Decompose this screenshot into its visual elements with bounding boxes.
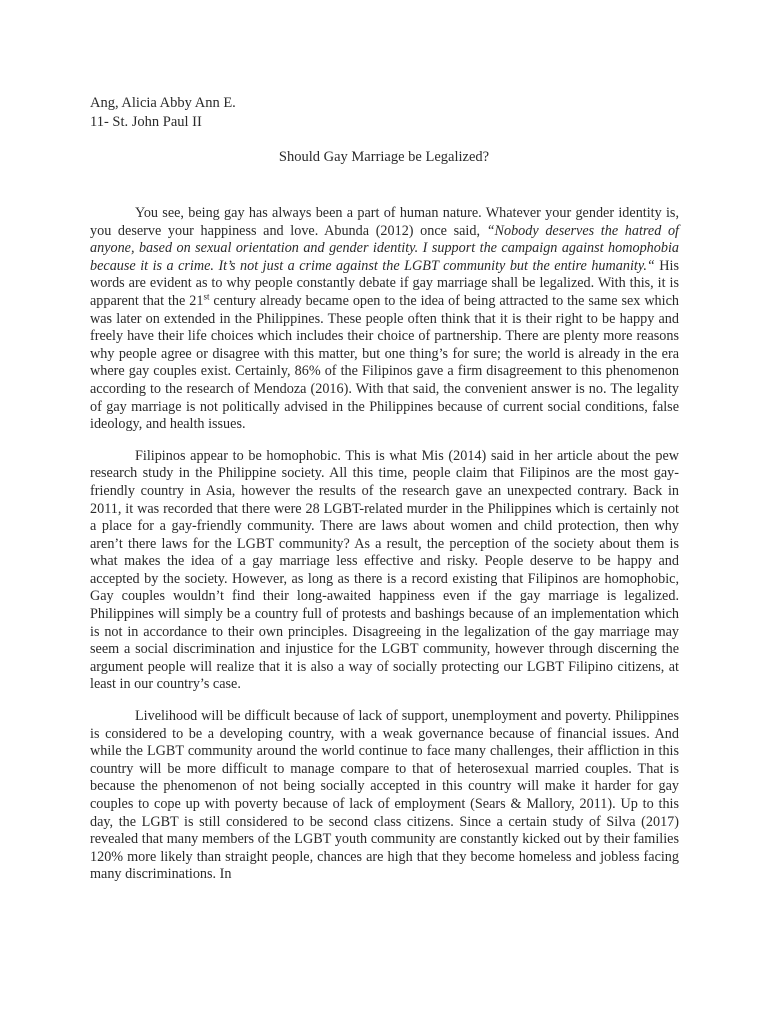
paragraph-1-text-a: You see, being gay has always been a part of human nature. Whatever your gender identity is, you deserve your happiness and love. Abunda (2012) once said,: [90, 205, 679, 239]
author-name: Ang, Alicia Abby Ann E.: [90, 95, 236, 111]
paragraph-1-text-b: His words are evident as to why people constantly debate if gay marriage shall be legalized. With this, it is apparent that the 21: [90, 257, 680, 309]
paragraph-1: [90, 205, 679, 434]
ordinal-superscript: st: [203, 291, 210, 302]
class-section: 11- St. John Paul II: [90, 114, 202, 130]
paragraph-1-quote: “Nobody deserves the hatred of anyone, based on sexual orientation and gender identity. I support the campaign against homophobia because it is a crime. It’s not just a crime against the LGBT community but the entire humanity.“: [90, 222, 679, 274]
essay-body: [90, 205, 679, 898]
essay-title: Should Gay Marriage be Legalized?: [278, 149, 490, 165]
paragraph-2: Filipinos appear to be homophobic. This is what Mis (2014) said in her article about the pew research study in the Philippine society. All this time, people claim that Filipinos are the most gay-friendly country in Asia, however the results of the research gave an unexpected contrary. Back in 2011, it was recorded that there were 28 LGBT-related murder in the Philippines which is certainly not a place for a gay-friendly community. There are laws about women and child protection, then why aren’t there laws for the LGBT community? As a result, the perception of the society about them is what makes the idea of a gay marriage less effective and risky. People deserve to be happy and accepted by the society. However, as long as there is a record existing that Filipinos are homophobic, Gay couples wouldn’t find their long-awaited happiness even if the gay marriage is legalized. Philippines will simply be a country full of protests and bashings because of an implementation which is not in accordance to their own principles. Disagreeing in the legalization of the gay marriage may seem a social discrimination and injustice for the LGBT community, however through discerning the argument people will realize that it is also a way of socially protecting our LGBT Filipino citizens, at least in our country’s case.: [90, 447, 679, 693]
document-header: [90, 94, 236, 132]
paragraph-3: Livelihood will be difficult because of lack of support, unemployment and poverty. Philippines is considered to be a developing country, with a weak governance because of financial issues. And while the LGBT community around the world continue to face many challenges, their affliction in this country will be more difficult to manage compare to that of heterosexual married couples. That is because the phenomenon of not being socially accepted in this country will make it harder for gay couples to cope up with poverty because of lack of employment (Sears & Mallory, 2011). Up to this day, the LGBT is still considered to be second class citizens. Since a certain study of Silva (2017) revealed that many members of the LGBT youth community are constantly kicked out by their families 120% more likely than straight people, chances are high that they become homeless and jobless facing many discriminations. In: [90, 708, 679, 883]
paragraph-1-text-c: century already became open to the idea of being attracted to the same sex which was later on extended in the Philippines. These people often think that it is their right to be happy and freely have their life choices which includes their choice of partnership. There are plenty more reasons why people agree or disagree with this matter, but one thing’s for sure; the world is already in the era where gay couples exist. Certainly, 86% of the Filipinos gave a firm disagreement to this phenomenon according to the research of Mendoza (2016). With that said, the convenient answer is no. The legality of gay marriage is not politically advised in the Philippines because of current social conditions, false ideology, and health issues.: [90, 292, 679, 433]
